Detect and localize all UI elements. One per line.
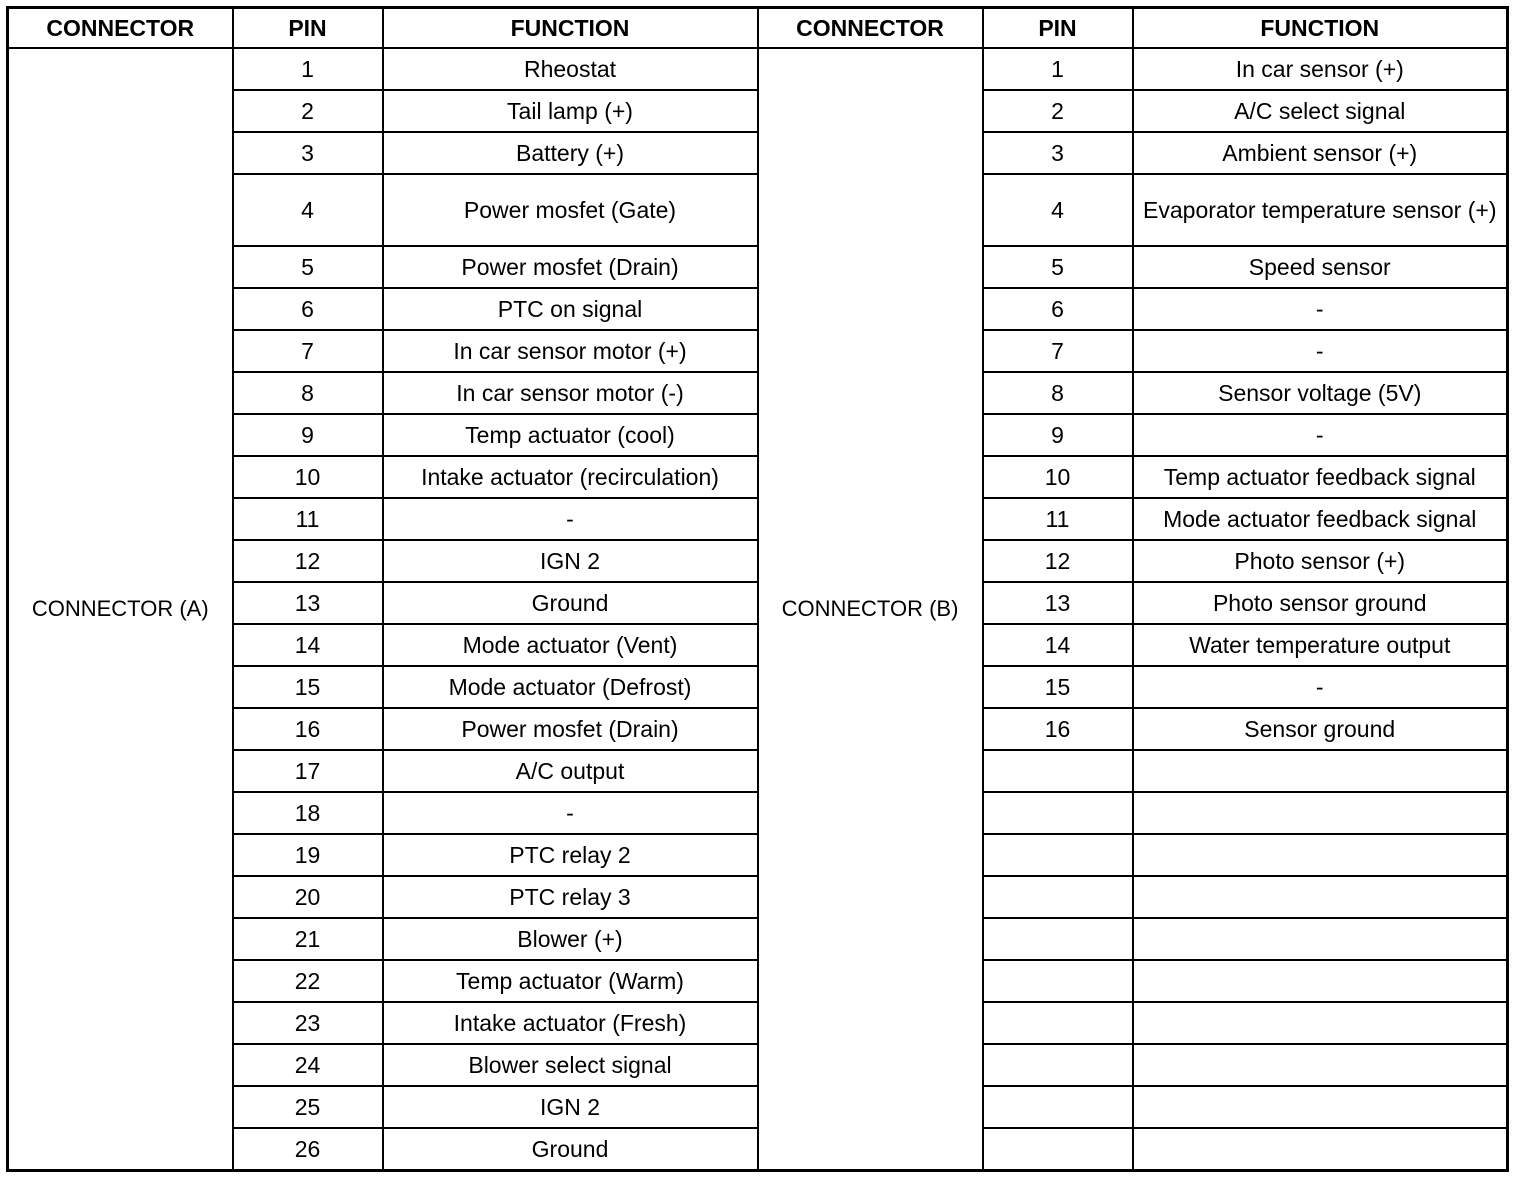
connector-a-pin: 20 [233,876,383,918]
connector-b-function-empty [1133,792,1508,834]
connector-b-pin-empty [983,792,1133,834]
connector-a-pin: 17 [233,750,383,792]
connector-a-function: IGN 2 [383,1086,758,1128]
connector-a-pin: 12 [233,540,383,582]
connector-a-function: Blower (+) [383,918,758,960]
connector-a-pin: 24 [233,1044,383,1086]
connector-b-pin-empty [983,1002,1133,1044]
connector-a-pin: 26 [233,1128,383,1170]
connector-b-pin: 3 [983,132,1133,174]
connector-b-pin: 13 [983,582,1133,624]
connector-b-pin: 14 [983,624,1133,666]
connector-b-pin-empty [983,1086,1133,1128]
connector-b-function: Temp actuator feedback signal [1133,456,1508,498]
connector-a-pin: 25 [233,1086,383,1128]
connector-b-pin: 6 [983,288,1133,330]
connector-a-label: CONNECTOR (A) [8,48,233,1170]
header-function-b: FUNCTION [1133,8,1508,49]
connector-b-function-empty [1133,918,1508,960]
connector-b-pin: 11 [983,498,1133,540]
connector-b-label: CONNECTOR (B) [758,48,983,1170]
connector-a-pin: 4 [233,174,383,246]
connector-a-pin: 1 [233,48,383,90]
connector-a-function: Intake actuator (recirculation) [383,456,758,498]
connector-a-pin: 19 [233,834,383,876]
connector-a-pin: 7 [233,330,383,372]
connector-b-pin: 5 [983,246,1133,288]
connector-a-function: Ground [383,582,758,624]
connector-b-function: Photo sensor ground [1133,582,1508,624]
connector-a-function: PTC relay 3 [383,876,758,918]
connector-a-pin: 8 [233,372,383,414]
connector-a-function: A/C output [383,750,758,792]
connector-a-function: Temp actuator (Warm) [383,960,758,1002]
connector-b-function: Ambient sensor (+) [1133,132,1508,174]
connector-b-function-empty [1133,1002,1508,1044]
connector-b-function-empty [1133,1044,1508,1086]
connector-a-pin: 15 [233,666,383,708]
connector-b-pin: 12 [983,540,1133,582]
connector-b-pin-empty [983,1044,1133,1086]
connector-a-pin: 18 [233,792,383,834]
connector-a-pin: 22 [233,960,383,1002]
connector-b-function: In car sensor (+) [1133,48,1508,90]
connector-b-function-empty [1133,1128,1508,1170]
connector-a-function: Battery (+) [383,132,758,174]
connector-b-pin: 10 [983,456,1133,498]
connector-a-function: PTC on signal [383,288,758,330]
connector-a-pin: 23 [233,1002,383,1044]
connector-b-function-empty [1133,876,1508,918]
connector-a-function: PTC relay 2 [383,834,758,876]
connector-a-pin: 9 [233,414,383,456]
connector-b-pin: 1 [983,48,1133,90]
connector-a-pin: 21 [233,918,383,960]
connector-a-pin: 2 [233,90,383,132]
connector-a-function: Blower select signal [383,1044,758,1086]
connector-b-function-empty [1133,750,1508,792]
connector-pin-table [6,6,1509,1172]
connector-b-function: A/C select signal [1133,90,1508,132]
header-pin-a: PIN [233,8,383,49]
connector-b-function: - [1133,666,1508,708]
connector-b-pin-empty [983,834,1133,876]
connector-b-pin-empty [983,1128,1133,1170]
connector-b-function: Evaporator temperature sensor (+) [1133,174,1508,246]
connector-b-pin-empty [983,960,1133,1002]
connector-a-pin: 6 [233,288,383,330]
connector-b-function: Mode actuator feedback signal [1133,498,1508,540]
connector-b-pin-empty [983,750,1133,792]
header-pin-b: PIN [983,8,1133,49]
connector-b-pin: 9 [983,414,1133,456]
connector-a-pin: 5 [233,246,383,288]
connector-b-pin: 2 [983,90,1133,132]
connector-b-function-empty [1133,834,1508,876]
connector-a-function: - [383,792,758,834]
connector-a-pin: 14 [233,624,383,666]
connector-a-function: Mode actuator (Defrost) [383,666,758,708]
connector-a-function: Rheostat [383,48,758,90]
connector-b-pin: 15 [983,666,1133,708]
connector-b-function: - [1133,414,1508,456]
connector-a-function: Ground [383,1128,758,1170]
connector-a-function: Tail lamp (+) [383,90,758,132]
connector-a-pin: 16 [233,708,383,750]
connector-a-function: Power mosfet (Gate) [383,174,758,246]
header-function-a: FUNCTION [383,8,758,49]
connector-a-function: Power mosfet (Drain) [383,246,758,288]
connector-b-function: - [1133,330,1508,372]
connector-a-pin: 3 [233,132,383,174]
connector-a-function: Power mosfet (Drain) [383,708,758,750]
connector-b-function: Water temperature output [1133,624,1508,666]
connector-a-pin: 10 [233,456,383,498]
connector-b-function-empty [1133,960,1508,1002]
connector-b-function: Speed sensor [1133,246,1508,288]
header-row [8,8,1508,49]
connector-a-function: Temp actuator (cool) [383,414,758,456]
connector-b-pin: 16 [983,708,1133,750]
connector-a-function: IGN 2 [383,540,758,582]
connector-a-pin: 11 [233,498,383,540]
connector-b-function: Photo sensor (+) [1133,540,1508,582]
connector-b-function: - [1133,288,1508,330]
connector-a-function: - [383,498,758,540]
connector-b-function-empty [1133,1086,1508,1128]
connector-b-pin: 8 [983,372,1133,414]
connector-b-pin-empty [983,918,1133,960]
connector-a-function: In car sensor motor (-) [383,372,758,414]
connector-b-function: Sensor ground [1133,708,1508,750]
header-connector-a: CONNECTOR [8,8,233,49]
table-row [8,48,1508,90]
connector-a-function: Intake actuator (Fresh) [383,1002,758,1044]
connector-b-function: Sensor voltage (5V) [1133,372,1508,414]
connector-a-function: In car sensor motor (+) [383,330,758,372]
header-connector-b: CONNECTOR [758,8,983,49]
connector-b-pin-empty [983,876,1133,918]
connector-b-pin: 7 [983,330,1133,372]
connector-a-pin: 13 [233,582,383,624]
connector-a-function: Mode actuator (Vent) [383,624,758,666]
connector-b-pin: 4 [983,174,1133,246]
